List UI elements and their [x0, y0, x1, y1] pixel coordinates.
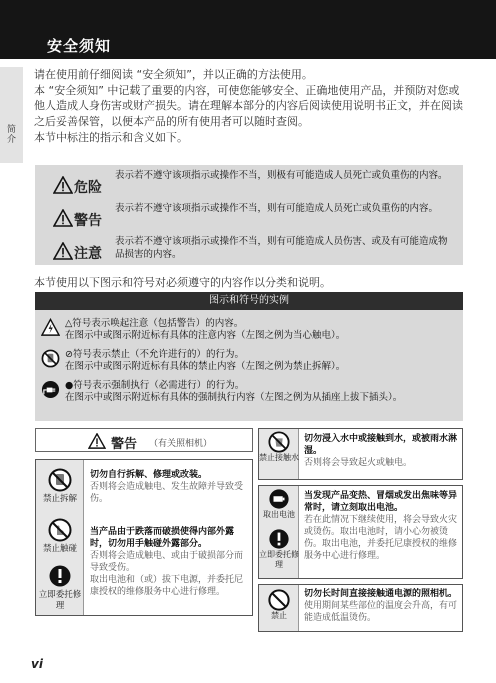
mandatory-icon	[268, 528, 290, 550]
card-item-note: 取出电池和（或）拔下电源，并委托尼康授权的维修服务中心进行修理。	[90, 575, 244, 597]
example-line: 在图示中或图示附近标有具体的注意内容（左图之例为当心触电）。	[65, 330, 346, 341]
example-line: ●符号表示强制执行（必需进行）的行为。	[65, 380, 245, 391]
icon-block	[259, 528, 299, 570]
hazard-level-description: 表示若不遵守该项指示或操作不当，则有可能造成人员伤害、或及有可能造成物品损害的内容。	[115, 236, 448, 260]
unplug-icon	[41, 380, 60, 399]
icon-block	[259, 589, 299, 621]
icon-block	[259, 431, 299, 463]
warning-title: 警告	[111, 437, 138, 452]
hazard-level-description: 表示若不遵守该项指示或操作不当，则极有可能造成人员死亡或负重伤的内容。	[115, 170, 448, 181]
warning-triangle-icon	[53, 242, 73, 260]
symbol-examples-box	[35, 292, 463, 421]
icon-label: 立即委托修理	[38, 590, 82, 611]
card-item-bold: 当产品由于跌落而破损使得内部外露时，切勿用手触碰外露部分。	[90, 527, 235, 549]
icon-block	[36, 518, 84, 555]
icon-label: 禁止触碰	[42, 544, 77, 554]
card-item-note: 否则将会导致起火或触电。	[304, 458, 413, 468]
example-line: 在图示中或图示附近标有具体的禁止内容（左图之例为禁止拆解）。	[65, 361, 346, 372]
card-item-text	[304, 433, 459, 469]
card-item-note: 使用期间某些部位的温度会升高，有可能造成低温烫伤。	[304, 601, 458, 623]
no-water-icon	[268, 431, 290, 453]
mandatory-icon	[48, 564, 72, 588]
card-item-note: 否则将会造成触电、或由于破损部分而导致受伤。	[90, 551, 244, 573]
warning-heading-box	[35, 428, 253, 452]
icon-label: 立即委托修理	[259, 550, 299, 569]
icon-label: 禁止	[271, 611, 287, 620]
page-number: vi	[31, 657, 43, 671]
card-item-note: 否则将会造成触电、发生故障并导致受伤。	[90, 482, 244, 504]
icon-block	[36, 468, 84, 505]
page-header	[0, 0, 496, 59]
example-line: 在图示中或图示附近标有具体的强制执行内容（左图之例为从插座上拔下插头）。	[65, 392, 403, 403]
no-touch-icon	[48, 518, 72, 542]
card-item-bold: 切勿自行拆解、修理或改装。	[90, 470, 208, 480]
card-item-bold: 切勿浸入水中或接触到水，或被雨水淋湿。	[304, 434, 458, 456]
icon-label: 禁止接触水	[259, 453, 299, 462]
usage-note: 本节使用以下图示和符号对必须遵守的内容作以分类和说明。	[34, 276, 331, 289]
icon-label: 禁止拆解	[42, 494, 77, 504]
warning-card-camera	[35, 459, 253, 616]
card-item-text	[304, 588, 459, 624]
warning-card-low-temp-burn	[258, 584, 463, 632]
card-item-note: 若在此情况下继续使用，将会导致火灾或烫伤。取出电池时，请小心勿被烫伤。取出电池，并委托尼康授权的维修服务中心进行修理。	[304, 515, 458, 561]
hazard-level-warning	[35, 200, 463, 233]
hazard-level-name: 注意	[74, 246, 102, 262]
card-item-text	[304, 490, 459, 562]
no-disassembly-icon	[48, 468, 72, 492]
warning-triangle-icon	[88, 433, 106, 449]
warning-triangle-icon	[53, 176, 73, 194]
example-line: ⊘符号表示禁止（不允许进行的）的行为。	[65, 349, 244, 360]
card-item-text	[90, 469, 248, 505]
icon-block	[36, 564, 84, 612]
example-line: △符号表示唤起注意（包括警告）的内容。	[65, 318, 244, 329]
hazard-level-name: 危险	[74, 180, 102, 196]
intro-paragraph-2: 本 “安全须知” 中记载了重要的内容，可使您能够安全、正确地使用产品，并预防对您或他人造成人身伤害或财产损失。请在理解本部分的内容后阅读使用说明书正文，并在阅读之后妥善保管，以便本产品的所有使用者可以随时查阅。	[34, 83, 463, 129]
intro-paragraph-1: 请在使用前仔细阅读 “安全须知”，并以正确的方法使用。	[34, 68, 313, 81]
hazard-level-danger	[35, 167, 463, 200]
hazard-level-caution	[35, 233, 463, 266]
electric-shock-icon	[41, 318, 60, 337]
card-item-bold: 当发现产品变热、冒烟或发出焦味等异常时，请立刻取出电池。	[304, 491, 458, 513]
examples-header: 图示和符号的实例	[35, 292, 463, 310]
icon-label: 取出电池	[263, 510, 295, 519]
prohibited-icon	[268, 589, 290, 611]
hazard-level-description: 表示若不遵守该项指示或操作不当，则有可能造成人员死亡或负重伤的内容。	[115, 203, 439, 214]
card-item-text	[90, 526, 248, 598]
hazard-levels-box	[35, 165, 463, 265]
warning-triangle-icon	[53, 209, 73, 227]
section-tab-label: 简介	[7, 125, 17, 145]
hazard-level-name: 警告	[74, 213, 102, 229]
warning-subtitle: （有关照相机）	[149, 439, 213, 449]
intro-text	[34, 67, 464, 146]
warning-card-overheat	[258, 485, 463, 579]
intro-paragraph-3: 本节中标注的指示和含义如下。	[34, 130, 188, 144]
icon-block	[259, 488, 299, 520]
no-disassembly-icon	[41, 349, 60, 368]
section-tab	[0, 67, 23, 163]
remove-battery-icon	[268, 488, 290, 510]
warning-card-water	[258, 428, 463, 480]
page-title: 安全须知	[47, 37, 112, 55]
card-item-bold: 切勿长时间直接接触通电源的照相机。	[304, 589, 458, 599]
